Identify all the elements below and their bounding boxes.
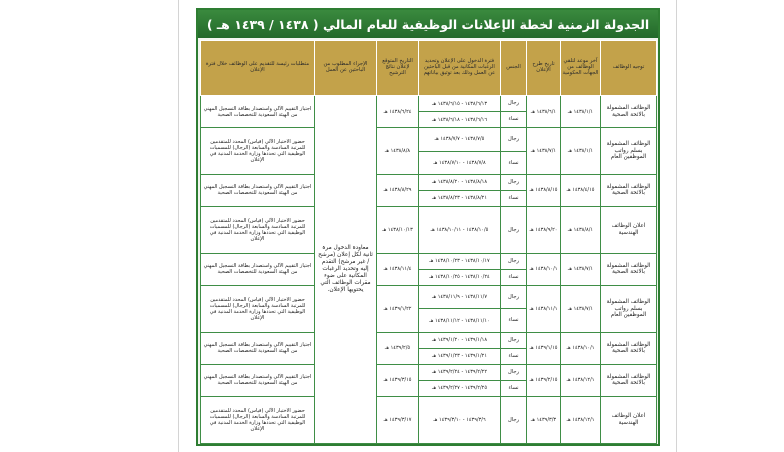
table-header-row <box>201 41 657 96</box>
result-date-cell: ١٤٣٩/٣/١٥ هـ <box>377 364 419 396</box>
result-date-cell: ١٤٣٩/٣/١٧ هـ <box>377 396 419 443</box>
requirements-cell: حضور الاختبار الآلي (قياس) المحدد للمتقدمين للمرتبة السادسة والسابعة (الرجال) للمسميات الوظيفية التي تحددها وزارة الخدمة المدنية في الإعلان <box>201 396 315 443</box>
requirements-cell: حضور الاختبار الآلي (قياس) المحدد للمتقدمين للمرتبة السادسة والسابعة (الرجال) للمسميات الوظيفية التي تحددها وزارة الخدمة المدنية في الإعلان <box>201 285 315 332</box>
column-header: متطلبات رئيسة للتقديم على الوظائف خلال فترة الإعلان <box>201 41 315 96</box>
result-date-cell: ١٤٣٩/٢/٥ هـ <box>377 332 419 364</box>
announce-date-cell: ١٤٣٨/٨/١٥ هـ <box>527 174 561 206</box>
entry-period-women-cell: ١٤٣٨/١٠/٢٤ - ١٤٣٨/١٠/٢٥ هـ <box>419 269 501 285</box>
gender-men-cell: رجال <box>501 207 527 254</box>
job-track-cell: الوظائف المشمولة بالائحة الصحية <box>601 174 657 206</box>
entry-period-men-cell: ١٤٣٨/١٠/٥ - ١٤٣٨/١٠/١١ هـ <box>419 207 501 254</box>
requirements-cell: اجتياز التقييم الآلي واستصدار بطاقة التسجيل المهني من الهيئة السعودية للتخصصات الصحية <box>201 96 315 128</box>
gender-men-cell: رجال <box>501 332 527 348</box>
schedule-sheet <box>196 8 660 446</box>
requirements-cell: حضور الاختبار الآلي (قياس) المحدد للمتقدمين للمرتبة السادسة والسابعة (الرجال) للمسميات الوظيفية التي تحددها وزارة الخدمة المدنية في الإعلان <box>201 128 315 175</box>
entry-period-men-cell: ١٤٣٨/٦/١٣ - ١٤٣٨/٦/١٥ هـ <box>419 96 501 112</box>
job-track-cell: الوظائف المشمولة بالائحة الصحية <box>601 364 657 396</box>
entry-period-men-cell: ١٤٣٨/١١/٧ - ١٤٣٨/١١/٩ هـ <box>419 285 501 308</box>
deadline-cell: ١٤٣٨/٨/١ هـ <box>561 207 601 254</box>
table-row <box>201 253 657 269</box>
deadline-cell: ١٤٣٨/١٢/١ هـ <box>561 364 601 396</box>
gender-women-cell: نساء <box>501 190 527 206</box>
gender-men-cell: رجال <box>501 174 527 190</box>
announce-date-cell: ١٤٣٨/٧/١ هـ <box>527 128 561 175</box>
entry-period-women-cell: ١٤٣٩/٢/٢٥ - ١٤٣٩/٢/٢٧ هـ <box>419 380 501 396</box>
required-procedure-cell: معاودة الدخول مرة ثانية لكل إعلان (مرشح / غير مرشح) التقدم إليه وتحديد الرغبات المكانية على ضوء مقرات الوظائف التي يحتويها الإعلان. <box>315 96 377 444</box>
job-track-cell: الوظائف المشمولة بسلم رواتب الموظفين العام <box>601 128 657 175</box>
gender-men-cell: رجال <box>501 285 527 308</box>
table-row <box>201 207 657 254</box>
column-header: تاريخ طرح الإعلان <box>527 41 561 96</box>
gender-women-cell: نساء <box>501 309 527 332</box>
deadline-cell: ١٤٣٨/١٢/١ هـ <box>561 396 601 443</box>
announce-date-cell: ١٤٣٨/١١/١ هـ <box>527 285 561 332</box>
entry-period-women-cell: ١٤٣٨/٨/٢١ - ١٤٣٨/٨/٢٣ هـ <box>419 190 501 206</box>
gender-men-cell: رجال <box>501 396 527 443</box>
requirements-cell: اجتياز التقييم الآلي واستصدار بطاقة التسجيل المهني من الهيئة السعودية للتخصصات الصحية <box>201 174 315 206</box>
gender-men-cell: رجال <box>501 96 527 112</box>
gender-women-cell: نساء <box>501 112 527 128</box>
entry-period-men-cell: ١٤٣٩/١/١٨ - ١٤٣٩/١/٢٠ هـ <box>419 332 501 348</box>
column-header: فترة الدخول على الإعلان وتحديد الرغبات المكانية من قبل الباحثين عن العمل وذلك بعد توثيق بياناتهم <box>419 41 501 96</box>
gender-women-cell: نساء <box>501 151 527 174</box>
table-row <box>201 332 657 348</box>
deadline-cell: ١٤٣٨/٧/١ هـ <box>561 253 601 285</box>
job-track-cell: الوظائف المشمولة بالائحة الصحية <box>601 332 657 364</box>
gender-men-cell: رجال <box>501 364 527 380</box>
requirements-cell: اجتياز التقييم الآلي واستصدار بطاقة التسجيل المهني من الهيئة السعودية للتخصصات الصحية <box>201 253 315 285</box>
announce-date-cell: ١٤٣٨/٩/٢٠ هـ <box>527 207 561 254</box>
schedule-title: الجدولة الزمنية لخطة الإعلانات الوظيفية للعام المالي ( ١٤٣٨ / ١٤٣٩ هـ ) <box>198 10 658 38</box>
announce-date-cell: ١٤٣٩/١/١٥ هـ <box>527 332 561 364</box>
table-row <box>201 174 657 190</box>
column-header: آخر موعد لتلقي الوظائف من الجهات الحكومية <box>561 41 601 96</box>
entry-period-women-cell: ١٤٣٨/٧/٨ - ١٤٣٨/٧/١٠ هـ <box>419 151 501 174</box>
table-row <box>201 96 657 112</box>
announce-date-cell: ١٤٣٨/١٠/١ هـ <box>527 253 561 285</box>
table-row <box>201 128 657 151</box>
announce-date-cell: ١٤٣٩/٢/١٥ هـ <box>527 364 561 396</box>
job-track-cell: الوظائف المشمولة بسلم رواتب الموظفين العام <box>601 285 657 332</box>
result-date-cell: ١٤٣٨/٨/٢٩ هـ <box>377 174 419 206</box>
gender-men-cell: رجال <box>501 128 527 151</box>
entry-period-men-cell: ١٤٣٩/٢/٢٢ - ١٤٣٩/٢/٢٤ هـ <box>419 364 501 380</box>
column-header: الجنس <box>501 41 527 96</box>
result-date-cell: ١٤٣٩/١/٢٢ هـ <box>377 285 419 332</box>
gender-women-cell: نساء <box>501 380 527 396</box>
column-header: التاريخ المتوقع لإعلان نتائج الترشيح <box>377 41 419 96</box>
entry-period-women-cell: ١٤٣٨/٦/١٦ - ١٤٣٨/٦/١٨ هـ <box>419 112 501 128</box>
schedule-table <box>200 40 657 444</box>
result-date-cell: ١٤٣٨/٨/٨ هـ <box>377 128 419 175</box>
result-date-cell: ١٤٣٨/١١/٤ هـ <box>377 253 419 285</box>
announce-date-cell: ١٤٣٩/٣/٣ هـ <box>527 396 561 443</box>
table-row <box>201 396 657 443</box>
deadline-cell: ١٤٣٨/١٠/١ هـ <box>561 332 601 364</box>
entry-period-men-cell: ١٤٣٨/٧/٥ - ١٤٣٨/٧/٧ هـ <box>419 128 501 151</box>
deadline-cell: ١٤٣٨/١/١ هـ <box>561 96 601 128</box>
requirements-cell: اجتياز التقييم الآلي واستصدار بطاقة التسجيل المهني من الهيئة السعودية للتخصصات الصحية <box>201 332 315 364</box>
result-date-cell: ١٤٣٨/٦/٢٤ هـ <box>377 96 419 128</box>
gender-women-cell: نساء <box>501 269 527 285</box>
table-row <box>201 285 657 308</box>
entry-period-women-cell: ١٤٣٩/١/٢١ - ١٤٣٩/١/٢٣ هـ <box>419 348 501 364</box>
schedule-body <box>201 96 657 444</box>
job-track-cell: الوظائف المشمولة بالائحة الصحية <box>601 253 657 285</box>
gender-women-cell: نساء <box>501 348 527 364</box>
column-header: الإجراء المطلوب من الباحثين عن العمل <box>315 41 377 96</box>
result-date-cell: ١٤٣٨/١٠/١٣ هـ <box>377 207 419 254</box>
deadline-cell: ١٤٣٨/٧/١ هـ <box>561 285 601 332</box>
gender-men-cell: رجال <box>501 253 527 269</box>
deadline-cell: ١٤٣٨/٤/١٥ هـ <box>561 174 601 206</box>
table-row <box>201 364 657 380</box>
page-frame-line-left <box>178 0 179 452</box>
entry-period-men-cell: ١٤٣٩/٣/٦ - ١٤٣٩/٣/١٠ هـ <box>419 396 501 443</box>
job-track-cell: اعلان الوظائف الهندسية <box>601 396 657 443</box>
entry-period-men-cell: ١٤٣٨/٨/١٨ - ١٤٣٨/٨/٢٠ هـ <box>419 174 501 190</box>
job-track-cell: الوظائف المشمولة بالائحة الصحية <box>601 96 657 128</box>
column-header: توجيه الوظائف <box>601 41 657 96</box>
page-frame-line-right <box>676 0 677 452</box>
job-track-cell: اعلان الوظائف الهندسية <box>601 207 657 254</box>
entry-period-men-cell: ١٤٣٨/١٠/١٧ - ١٤٣٨/١٠/٢٣ هـ <box>419 253 501 269</box>
requirements-cell: حضور الاختبار الآلي (قياس) المحدد للمتقدمين للمرتبة السادسة والسابعة (الرجال) للمسميات الوظيفية التي تحددها وزارة الخدمة المدنية في الإعلان <box>201 207 315 254</box>
entry-period-women-cell: ١٤٣٨/١١/١٠ - ١٤٣٨/١١/١٢ هـ <box>419 309 501 332</box>
announce-date-cell: ١٤٣٨/٦/١ هـ <box>527 96 561 128</box>
requirements-cell: اجتياز التقييم الآلي واستصدار بطاقة التسجيل المهني من الهيئة السعودية للتخصصات الصحية <box>201 364 315 396</box>
deadline-cell: ١٤٣٨/١/١ هـ <box>561 128 601 175</box>
